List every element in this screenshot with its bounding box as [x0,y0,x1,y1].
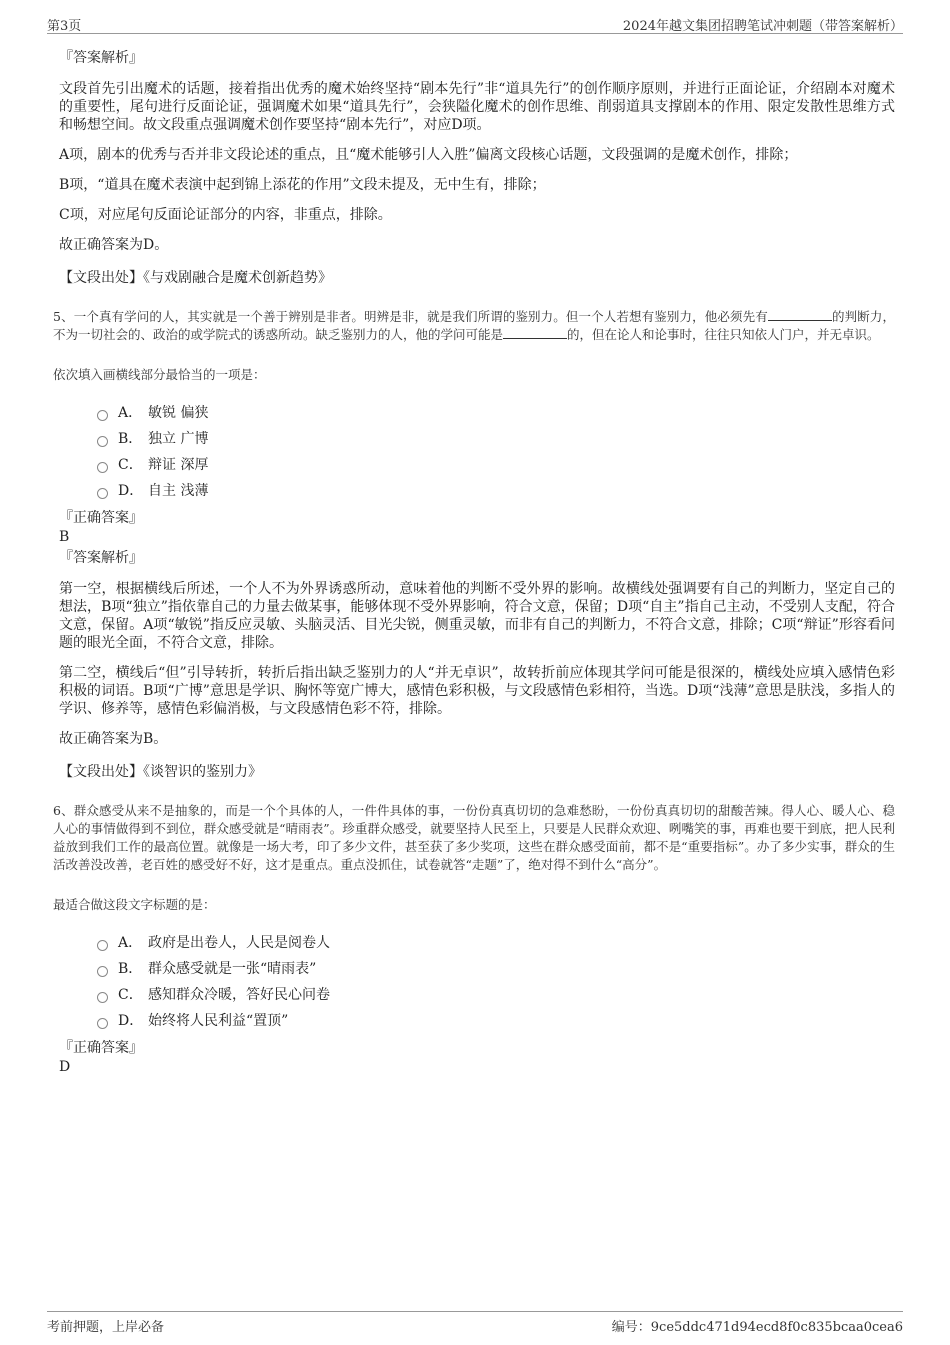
q4-analysis-paragraph: 文段首先引出魔术的话题，接着指出优秀的魔术始终坚持“剧本先行”非“道具先行”的创作顺序原则，并进行正面论证，介绍剧本对魔术的重要性，尾句进行反面论证，强调魔术如果“道具先行”，会狭隘化魔术的创作思维、削弱道具支撑剧本的作用、限定发散性思维方式和畅想空间。故文段重点强调魔术创作要坚持“剧本先行”，对应D项。 [59,81,895,133]
document-body [47,38,903,1076]
option-text: 敏锐 偏狭 [148,405,209,421]
q6-option-d[interactable] [97,1008,903,1034]
q5-source: 【文段出处】《谈智识的鉴别力》 [59,764,262,780]
option-letter: A． [118,935,143,951]
q5-option-d[interactable] [97,478,903,504]
option-text: 始终将人民利益“置顶” [148,1013,289,1029]
radio-icon[interactable] [97,436,108,447]
radio-icon[interactable] [97,966,108,977]
option-text: 辩证 深厚 [148,457,209,473]
q5-stem-part: 的判断力，不为一切社会的、政治的或学院式的诱惑所动。缺乏鉴别力的人，他的学问可能是 [53,309,895,342]
q5-stem-part: 5、一个真有学问的人，其实就是一个善于辨别是非者。明辨是非，就是我们所谓的鉴别力。但一个人若想有鉴别力，他必须先有 [53,309,768,324]
q5-option-b[interactable] [97,426,903,452]
option-letter: B． [118,431,143,447]
radio-icon[interactable] [97,488,108,499]
radio-icon[interactable] [97,992,108,1003]
option-text: 感知群众冷暖，答好民心问卷 [148,987,330,1003]
q6-stem: 6、群众感受从来不是抽象的，而是一个个具体的人，一件件具体的事，一份份真真切切的急难愁盼，一份份真真切切的甜酸苦辣。得人心、暖人心、稳人心的事情做得到不到位，群众感受就是“晴雨表”。珍重群众感受，就要坚持人民至上，只要是人民群众欢迎、咧嘴笑的事，再难也要干到底，把人民利益放到我们工作的最高位置。就像是一场大考，印了多少文件，甚至获了多少奖项，这些在群众感受面前，都不是“重要指标”。办了多少实事，群众的生活改善没改善，老百姓的感受好不好，这才是重点。重点没抓住，试卷就答“走题”了，绝对得不到什么“高分”。 [53,803,895,872]
q5-answer: B [59,529,70,545]
q6-option-b[interactable] [97,956,903,982]
q4-source: 【文段出处】《与戏剧融合是魔术创新趋势》 [59,270,332,286]
q5-prompt: 依次填入画横线部分最恰当的一项是： [53,367,266,382]
option-letter: D． [118,1013,144,1029]
q5-option-a[interactable] [97,400,903,426]
q4-analysis-paragraph: A项，剧本的优秀与否并非文段论述的重点，且“魔术能够引人入胜”偏离文段核心话题，文段强调的是魔术创作，排除； [59,147,798,163]
q5-analysis-paragraph: 第一空，根据横线后所述，一个人不为外界诱惑所动，意味着他的判断不受外界的影响。故横线处强调要有自己的判断力，坚定自己的想法，B项“独立”指依靠自己的力量去做某事，能够体现不受外界影响，符合文意，保留；D项“自主”指自己主动，不受别人支配，符合文意，保留。A项“敏锐”指反应灵敏、头脑灵活、目光尖锐，侧重灵敏，而非有自己的判断力，不符合文意，排除；C项“辩证”形容看问题的眼光全面，不符合文意，排除。 [59,581,895,651]
option-letter: D． [118,483,144,499]
q6-answer: D [59,1059,71,1075]
radio-icon[interactable] [97,410,108,421]
option-text: 独立 广博 [148,431,209,447]
q6-correct-mark: 『正确答案』 [59,1040,143,1056]
radio-icon[interactable] [97,940,108,951]
q5-blank-2 [503,326,567,339]
q6-option-c[interactable] [97,982,903,1008]
q5-option-c[interactable] [97,452,903,478]
option-text: 自主 浅薄 [148,483,209,499]
radio-icon[interactable] [97,1018,108,1029]
document-title: 2024年越文集团招聘笔试冲刺题（带答案解析） [622,19,903,34]
q4-analysis-paragraph: C项，对应尾句反面论证部分的内容，非重点，排除。 [59,207,392,223]
page-header [47,13,903,34]
page-number: 第3页 [47,19,82,34]
q4-analysis-mark: 『答案解析』 [59,50,143,66]
q5-analysis-mark: 『答案解析』 [59,550,143,566]
option-letter: C． [118,457,143,473]
q5-correct-mark: 『正确答案』 [59,510,143,526]
q5-stem-part: 的，但在论人和论事时，往往只知依人门户，并无卓识。 [567,327,880,342]
q4-analysis-paragraph: B项，“道具在魔术表演中起到锦上添花的作用”文段未提及，无中生有，排除； [59,177,546,193]
q6-option-a[interactable] [97,930,903,956]
q5-conclusion: 故正确答案为B。 [59,731,168,747]
radio-icon[interactable] [97,462,108,473]
footer-slogan: 考前押题，上岸必备 [47,1320,165,1335]
q4-conclusion: 故正确答案为D。 [59,237,169,253]
q5-stem [53,308,895,344]
option-text: 政府是出卷人，人民是阅卷人 [148,935,330,951]
page-footer [47,1311,903,1334]
q5-blank-1 [768,308,832,321]
option-letter: B． [118,961,143,977]
option-letter: C． [118,987,143,1003]
q6-prompt: 最适合做这段文字标题的是： [53,897,216,912]
footer-code: 编号：9ce5ddc471d94ecd8f0c835bcaa0cea6 [611,1320,903,1335]
q5-options [97,400,903,504]
option-letter: A． [118,405,143,421]
q6-options [97,930,903,1034]
option-text: 群众感受就是一张“晴雨表” [148,961,317,977]
q5-analysis-paragraph: 第二空，横线后“但”引导转折，转折后指出缺乏鉴别力的人“并无卓识”，故转折前应体现其学问可能是很深的，横线处应填入感情色彩积极的词语。B项“广博”意思是学识、胸怀等宽广博大，感情色彩积极，与文段感情色彩相符，当选。D项“浅薄”意思是肤浅，多指人的学识、修养等，感情色彩偏消极，与文段感情色彩不符，排除。 [59,665,895,717]
